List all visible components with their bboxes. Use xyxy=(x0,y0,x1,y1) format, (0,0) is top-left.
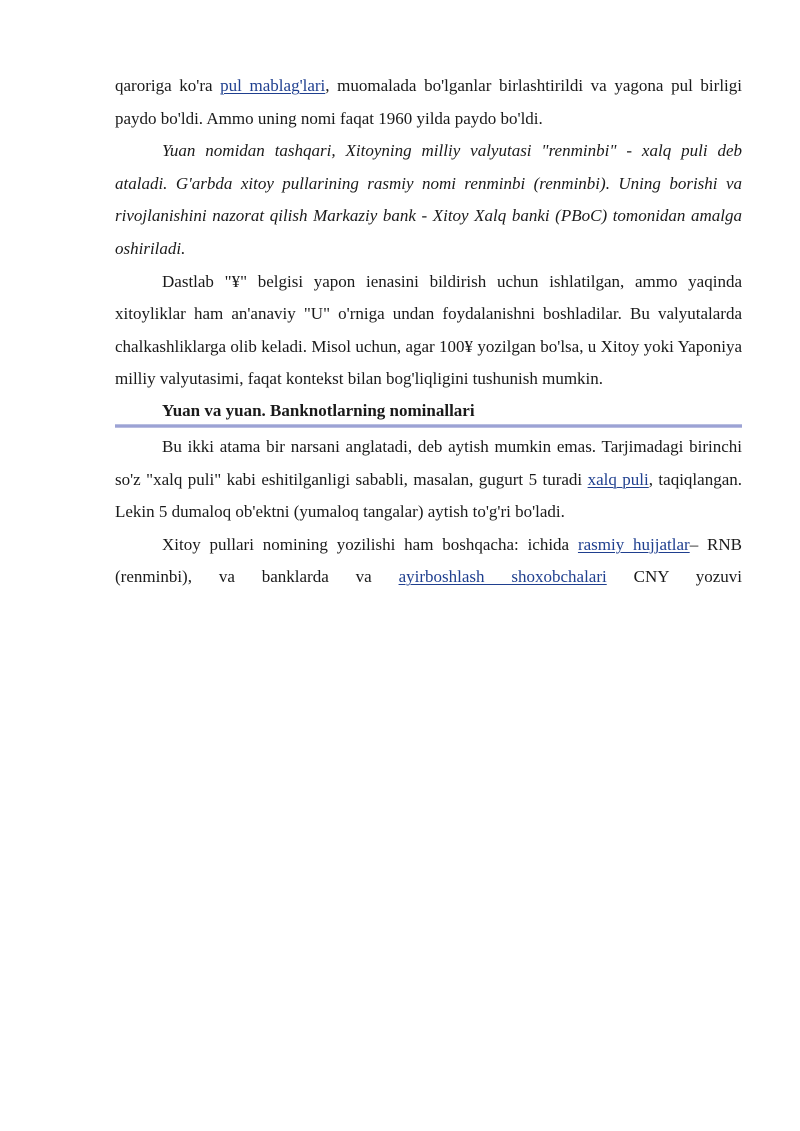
xalq-puli-link[interactable]: xalq puli xyxy=(587,469,649,489)
paragraph-1-text-b: , muomalada bo'lganlar birlashtirildi va yagona pul birligi paydo bo'ldi. Ammo uning nomi faqat 1960 yilda paydo bo'ldi. xyxy=(115,76,742,128)
paragraph-4 xyxy=(115,431,742,529)
paragraph-4-text-a: Bu ikki atama bir narsani anglatadi, deb aytish mumkin emas. Tarjimadagi birinchi so'z "xalq puli" kabi eshitilganligi sababli, masalan, gugurt 5 turadi xyxy=(115,436,742,489)
rasmiy-hujjatlar-link[interactable]: rasmiy hujjatlar xyxy=(577,534,690,554)
paragraph-5-text-a: Xitoy pullari nomining yozilishi ham boshqacha: ichida xyxy=(162,534,578,554)
section-heading: Yuan va yuan. Banknotlarning nominallari xyxy=(162,400,475,420)
ayirboshlash-shoxobchalari-link[interactable]: ayirboshlash shoxobchalari xyxy=(398,567,607,587)
paragraph-1 xyxy=(115,70,742,135)
paragraph-5 xyxy=(115,529,742,594)
paragraph-5-text-c: CNY yozuvi xyxy=(606,567,743,587)
paragraph-3: Dastlab "¥" belgisi yapon ienasini bildirish uchun ishlatilgan, ammo yaqinda xitoyliklar ham an'anaviy "U" o'rniga undan foydalanishni boshladilar. Bu valyutalarda chalkashliklarga olib keladi. Misol uchun, agar 100¥ yozilgan bo'lsa, u Xitoy yoki Yaponiya milliy valyutasimi, faqat kontekst bilan bog'liqligini tushunish mumkin. xyxy=(115,271,742,389)
paragraph-5-text-b: – RNB (renminbi), va banklarda va xyxy=(115,534,742,587)
document-page xyxy=(115,70,742,594)
pul-mablaglari-link[interactable]: pul mablag'lari xyxy=(220,76,326,95)
paragraph-2: Yuan nomidan tashqari, Xitoyning milliy valyutasi "renminbi" - xalq puli deb ataladi. G'arbda xitoy pullarining rasmiy nomi renminbi (renminbi). Uning borishi va rivojlanishini nazorat qilish Markaziy bank - Xitoy Xalq banki (PBoC) tomonidan amalga oshiriladi. xyxy=(115,141,742,258)
paragraph-4-text-b: , taqiqlangan. Lekin 5 dumaloq ob'ektni (yumaloq tangalar) aytish to'g'ri bo'ladi. xyxy=(115,469,742,522)
paragraph-1-text-a: qaroriga ko'ra xyxy=(115,76,221,95)
